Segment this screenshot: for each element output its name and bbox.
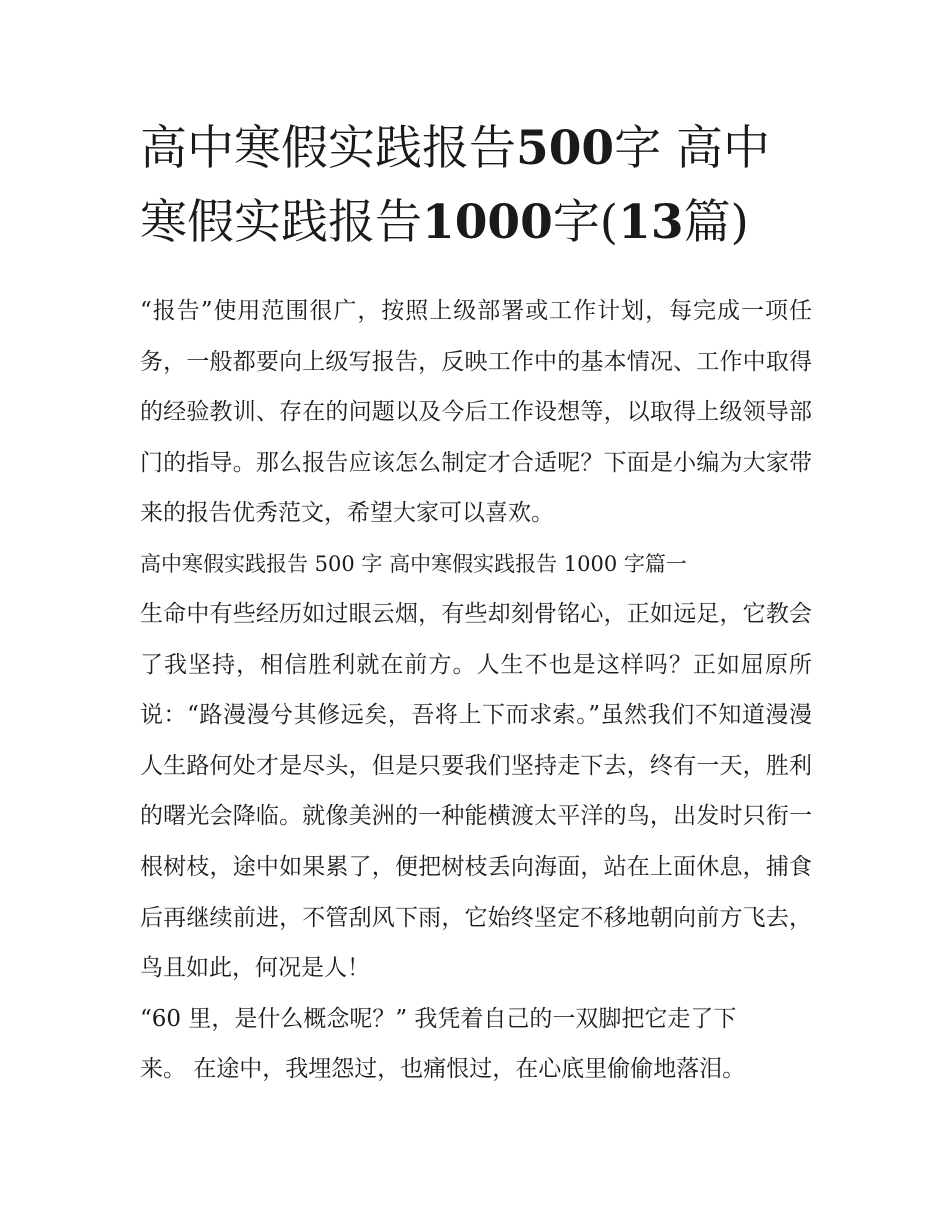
body-paragraph: 生命中有些经历如过眼云烟，有些却刻骨铭心，正如远足，它教会了我坚持，相信胜利就在前方。人生不也是这样吗？正如屈原所说：“路漫漫兮其修远矣，吾将上下而求索。”虽然我们不知道漫漫人生路何处才是尽头，但是只要我们坚持走下去，终有一天，胜利的曙光会降临。就像美洲的一种能横渡太平洋的鸟，出发时只衔一根树枝，途中如果累了，便把树枝丢向海面，站在上面休息，捕食后再继续前进，不管刮风下雨，它始终坚定不移地朝向前方飞去，鸟且如此，何况是人！ bbox=[140, 600, 812, 982]
title-part: 高中寒假实践报告 bbox=[140, 121, 516, 176]
quote-line: 来。 在途中，我埋怨过，也痛恨过，在心底里偷偷地落泪。 bbox=[140, 1056, 746, 1083]
quote-line: “60 里，是什么概念呢？” 我凭着自己的一双脚把它走了下 bbox=[140, 1005, 737, 1032]
title-part: 篇) bbox=[683, 195, 749, 250]
section-heading: 高中寒假实践报告 500 字 高中寒假实践报告 1000 字篇一 bbox=[140, 551, 687, 576]
title-part-number: 500 bbox=[516, 121, 615, 176]
document-page bbox=[140, 112, 812, 1095]
title-part-number: 1000 bbox=[422, 195, 553, 250]
document-title bbox=[140, 112, 812, 260]
intro-paragraph: “报告”使用范围很广，按照上级部署或工作计划，每完成一项任务，一般都要向上级写报告，反映工作中的基本情况、工作中取得的经验教训、存在的问题以及今后工作设想等，以取得上级领导部门的指导。那么报告应该怎么制定才合适呢？下面是小编为大家带来的报告优秀范文，希望大家可以喜欢。 bbox=[140, 298, 812, 527]
title-part: 字( bbox=[552, 195, 619, 250]
title-part: 字 高中寒假实践报告 bbox=[140, 121, 771, 250]
title-part-number: 13 bbox=[618, 195, 684, 250]
